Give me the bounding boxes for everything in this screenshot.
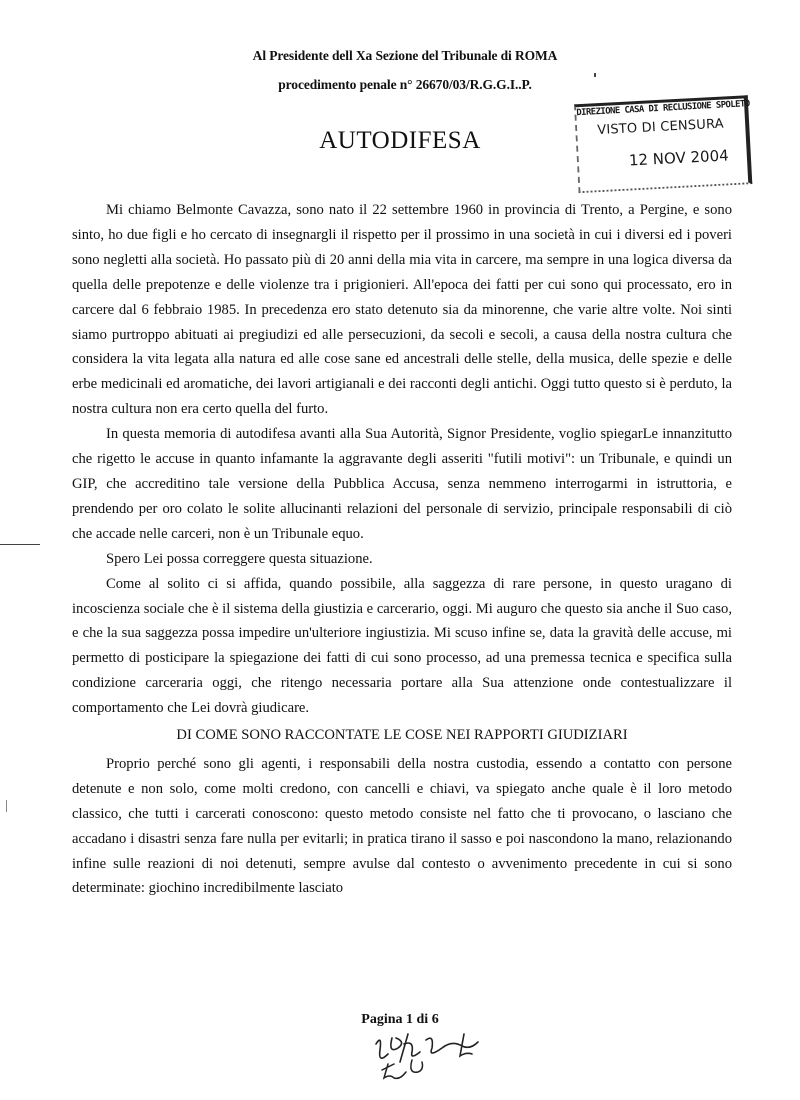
scan-artifact-line (0, 544, 40, 545)
section-heading: DI COME SONO RACCONTATE LE COSE NEI RAPPORTI GIUDIZIARI (176, 727, 628, 744)
page-number: Pagina 1 di 6 (361, 1012, 439, 1027)
document-title: AUTODIFESA (319, 127, 481, 154)
handwritten-signature (368, 1030, 508, 1090)
stamp-date: 12 NOV 2004 (628, 146, 730, 170)
stamp-institution: DIREZIONE CASA DI RECLUSIONE SPOLETO (576, 99, 750, 119)
scan-artifact-tick (6, 800, 7, 812)
stamp-label: VISTO DI CENSURA (596, 116, 725, 139)
document-body (72, 198, 732, 901)
paragraph-4: Come al solito ci si affida, quando possibile, alla saggezza di rare persone, in questo uragano di incoscienza sociale che è il sistema della giustizia e carcerario, oggi. Mi auguro che questo sia anche il Suo caso, e che la sua saggezza possa impedire un'ulteriore ingiustizia. Mi scuso infine se, data la gravità delle accuse, mi permetto di posticipare la spiegazione dei fatti di cui sono processo, ad una premessa tecnica e specifica sulla condizione carceraria oggi, che ritengo necessaria portare alla Sua attenzione onde contestualizzare il comportamento che Lei dovrà giudicare. (72, 575, 732, 717)
paragraph-1: Mi chiamo Belmonte Cavazza, sono nato il 22 settembre 1960 in provincia di Trento, a Pergine, e sono sinto, ho due figli e ho cercato di insegnargli il rispetto per il prossimo in una società in cui i diversi ed i poveri sono negletti alla società. Ho passato più di 20 anni della mia vita in carcere, ma sempre in una logica diversa da quella delle prepotenze e delle violenze tra i prigionieri. All'epoca dei fatti per cui sono qui processato, ero in carcere dal 6 febbraio 1985. In precedenza ero stato detenuto sia da minorenne, che varie altre volte. Noi sinti siamo purtroppo abituati ai pregiudizi ed alle persecuzioni, da secoli e secoli, a causa della nostra cultura che considera la vita legata alla natura ed alle cose sane ed ancestrali delle stelle, della musica, delle spezie e delle erbe medicinali ed aromatiche, dei lavori artigianali e dei racconti degli antichi. Oggi tutto questo si è perduto, la nostra cultura non era certo quella del furto. (72, 202, 732, 418)
censorship-stamp (566, 91, 751, 192)
scan-artifact-dot (594, 73, 596, 77)
paragraph-2: In questa memoria di autodifesa avanti alla Sua Autorità, Signor Presidente, voglio spiegarLe innanzitutto che rigetto le accuse in quanto infamante la aggravante degli asseriti "futili motivi": un Tribunale, e quindi un GIP, che accreditino tale versione della Pubblica Accusa, senza nemmeno interrogarmi in istruttoria, e prendendo per oro colato le solite allucinanti relazioni del personale di servizio, principale responsabili di ciò che accade nelle carceri, non è un Tribunale equo. (72, 426, 732, 542)
addressee-line: Al Presidente dell Xa Sezione del Tribunale di ROMA (252, 48, 558, 63)
paragraph-3: Spero Lei possa correggere questa situazione. (106, 550, 373, 567)
case-number-line: procedimento penale n° 26670/03/R.G.G.I..P. (278, 77, 532, 92)
paragraph-5: Proprio perché sono gli agenti, i responsabili della nostra custodia, essendo a contatto con persone detenute e non solo, come molti credono, con cancelli e chiavi, va spiegato anche quale è il loro metodo classico, che tutti i carcerati conoscono: questo metodo consiste nel fatto che ti provocano, o lasciano che accadano i disastri senza fare nulla per evitarli; in pratica tirano il sasso e poi nascondono la mano, relazionando infine sulle reazioni di noi detenuti, sempre avulse dal contesto o avvenimento precedente in cui si sono determinate: giochino incredibilmente lasciato (72, 755, 732, 897)
